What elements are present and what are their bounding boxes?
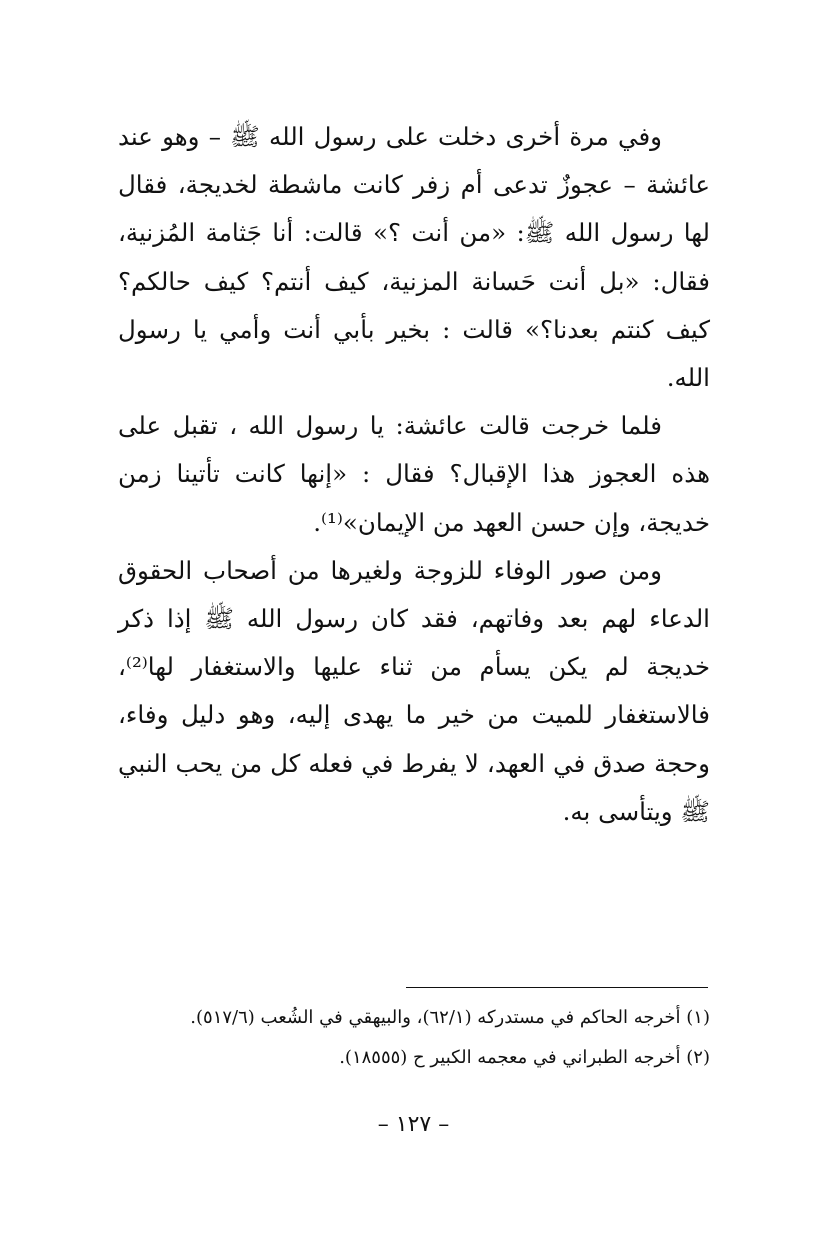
paragraph-1: وفي مرة أخرى دخلت على رسول الله ﷺ – وهو عند عائشة – عجوزٌ تدعى أم زفر كانت ماشطة لخديجة، فقال لها رسول الله ﷺ: «من أنت ؟» قالت: أنا جَثامة المُزنية، فقال: «بل أنت حَسانة المزنية، كيف أنتم؟ كيف حالكم؟ كيف كنتم بعدنا؟» قالت : بخير بأبي أنت وأمي يا رسول الله.	[118, 122, 710, 393]
footnote-1: (١) أخرجه الحاكم في مستدركه (٦٢/١)، والبيهقي في الشُعب (٥١٧/٦).	[190, 1007, 710, 1028]
main-text	[118, 113, 710, 836]
paragraph-3: ومن صور الوفاء للزوجة ولغيرها من أصحاب الحقوق الدعاء لهم بعد وفاتهم، فقد كان رسول الله ﷺ إذا ذكر خديجة لم يكن يسأم من ثناء عليها والاستغفار لها⁽²⁾، فالاستغفار للميت من خير ما يهدى إليه، وهو دليل وفاء، وحجة صدق في العهد، لا يفرط في فعله كل من يحب النبي ﷺ ويتأسى به.	[118, 555, 710, 826]
footnote-2: (٢) أخرجه الطبراني في معجمه الكبير ح (١٨٥٥٥).	[339, 1047, 710, 1068]
paragraph-2: فلما خرجت قالت عائشة: يا رسول الله ، تقبل على هذه العجوز هذا الإقبال؟ فقال : «إنها كانت تأتينا زمن خديجة، وإن حسن العهد من الإيمان»⁽¹⁾.	[118, 411, 710, 537]
footnote-separator	[406, 987, 708, 988]
page-number: – ١٢٧ –	[377, 1112, 450, 1137]
footnotes	[118, 998, 710, 1078]
